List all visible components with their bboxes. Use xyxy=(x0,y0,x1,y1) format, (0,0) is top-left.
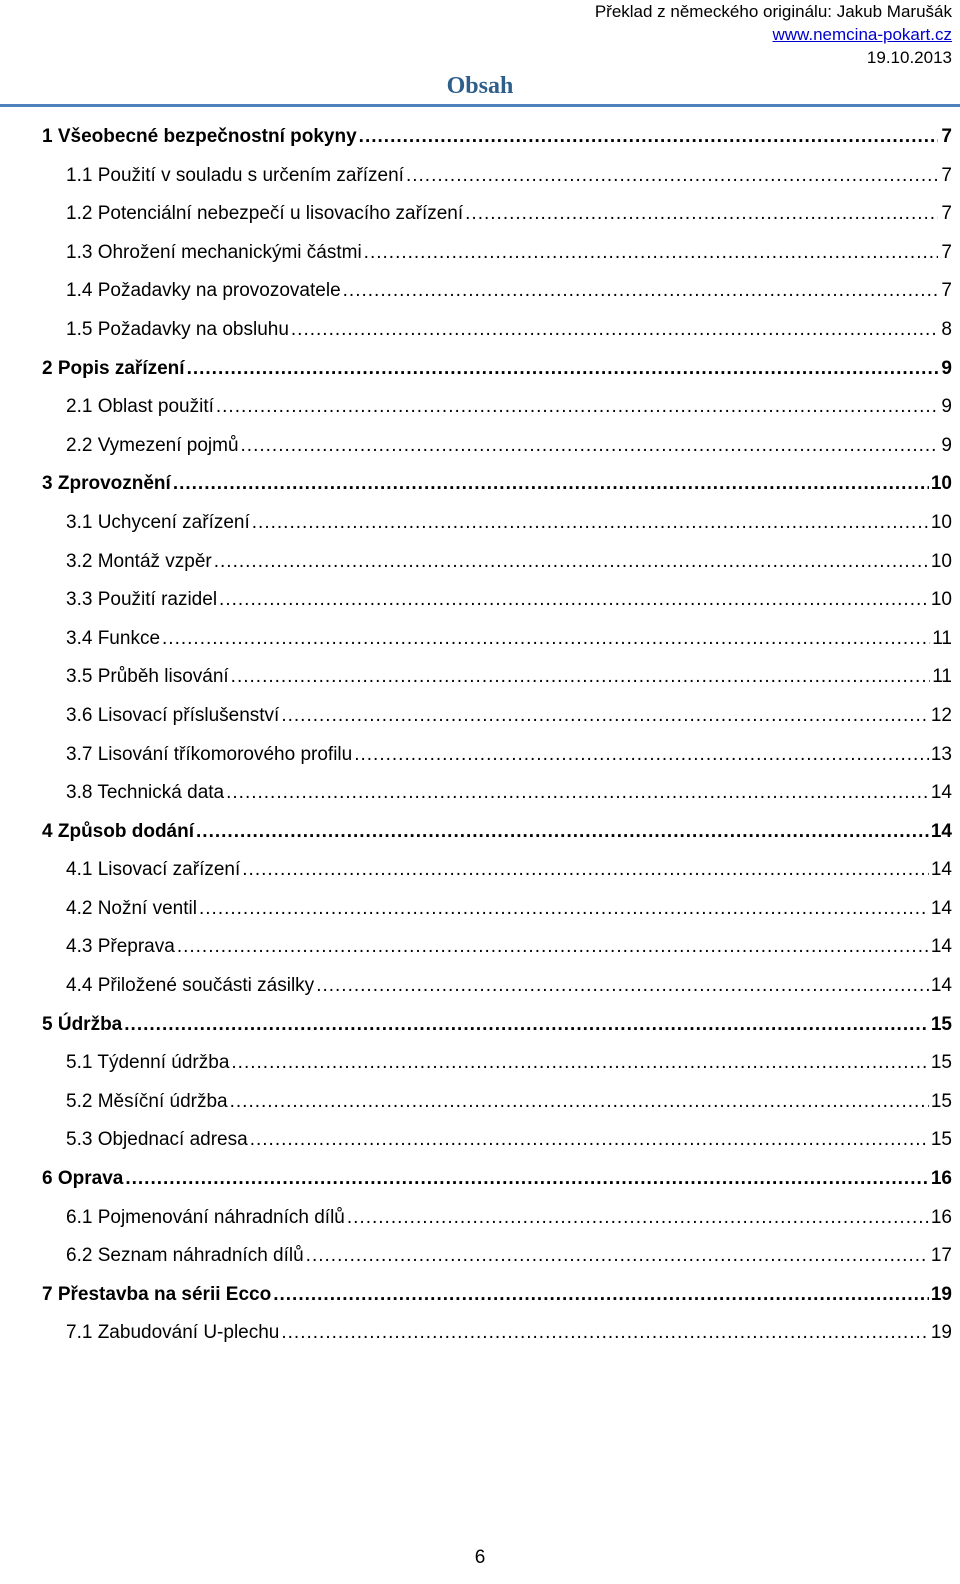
toc-entry-label xyxy=(66,195,463,234)
toc-entry-title: Montáž vzpěr xyxy=(97,550,212,572)
toc-entry-label xyxy=(66,581,217,620)
toc-entry-title: Požadavky na obsluhu xyxy=(97,318,289,340)
toc-dot-leader xyxy=(359,118,938,157)
toc-entry-number: 3.8 xyxy=(66,782,93,804)
toc-section-entry[interactable] xyxy=(42,774,952,813)
page-number: 6 xyxy=(474,1547,486,1568)
toc-entry-number: 2 xyxy=(42,357,53,379)
toc-entry-title: Zprovoznění xyxy=(57,473,171,495)
toc-dot-leader xyxy=(125,1160,929,1199)
toc-dot-leader xyxy=(273,1276,929,1315)
toc-section-entry[interactable] xyxy=(42,388,952,427)
toc-dot-leader xyxy=(177,928,929,967)
toc-entry-number: 4 xyxy=(42,820,53,842)
toc-entry-title: Přiložené součásti zásilky xyxy=(97,975,315,997)
toc-entry-title: Ohrožení mechanickými částmi xyxy=(97,241,362,263)
toc-entry-number: 5.1 xyxy=(66,1052,93,1074)
toc-dot-leader xyxy=(214,543,929,582)
toc-entry-label xyxy=(66,774,224,813)
toc-entry-label xyxy=(66,234,362,273)
toc-entry-title: Všeobecné bezpečnostní pokyny xyxy=(57,126,357,147)
toc-dot-leader xyxy=(187,350,938,389)
toc-entry-number: 3.2 xyxy=(66,550,93,572)
toc-entry-number: 2.2 xyxy=(66,434,93,456)
toc-entry-title: Uchycení zařízení xyxy=(97,511,250,533)
toc-entry-page: 9 xyxy=(941,396,952,418)
toc-entry-number: 4.2 xyxy=(66,897,93,919)
toc-title: Obsah xyxy=(446,73,514,99)
toc-entry-label xyxy=(42,350,185,389)
toc-section-entry[interactable] xyxy=(42,157,952,196)
toc-entry-title: Lisovací zařízení xyxy=(97,859,241,881)
toc-entry-page: 16 xyxy=(930,1168,952,1190)
toc-entry-label xyxy=(66,1237,304,1276)
toc-entry-page: 14 xyxy=(930,975,952,997)
toc-entry-label xyxy=(66,1083,228,1122)
toc-dot-leader xyxy=(291,311,938,350)
toc-entry-page: 15 xyxy=(930,1052,952,1074)
toc-entry-title: Seznam náhradních dílů xyxy=(97,1245,304,1267)
toc-entry-label xyxy=(42,1006,122,1045)
toc-entry-number: 4.4 xyxy=(66,975,93,997)
toc-entry-title: Údržba xyxy=(57,1013,123,1035)
toc-entry-title: Objednací adresa xyxy=(97,1129,248,1151)
toc-chapter-entry[interactable] xyxy=(42,465,952,504)
toc-entry-label xyxy=(42,1160,123,1199)
toc-dot-leader xyxy=(162,620,930,659)
toc-entry-label xyxy=(66,543,212,582)
toc-entry-title: Zabudování U-plechu xyxy=(97,1322,280,1344)
toc-dot-leader xyxy=(281,697,929,736)
toc-dot-leader xyxy=(306,1237,929,1276)
toc-entry-page: 11 xyxy=(932,627,952,649)
toc-section-entry[interactable] xyxy=(42,234,952,273)
toc-chapter-entry[interactable] xyxy=(42,813,952,852)
toc-entry-number: 1 xyxy=(42,126,53,147)
toc-entry-number: 7.1 xyxy=(66,1322,93,1344)
toc-entry-page: 13 xyxy=(930,743,952,765)
toc-section-entry[interactable] xyxy=(42,195,952,234)
toc-entry-page: 7 xyxy=(941,241,952,263)
toc-dot-leader xyxy=(241,427,938,466)
toc-entry-title: Přeprava xyxy=(97,936,175,958)
toc-entry-page: 14 xyxy=(930,936,952,958)
toc-entry-title: Přestavba na sérii Ecco xyxy=(57,1283,272,1305)
toc-entry-page: 7 xyxy=(941,164,952,186)
toc-entry-title: Vymezení pojmů xyxy=(97,434,239,456)
toc-entry-page: 7 xyxy=(941,280,952,302)
toc-section-entry[interactable] xyxy=(42,1083,952,1122)
toc-entry-page: 9 xyxy=(941,357,952,379)
toc-entry-title: Lisování tříkomorového profilu xyxy=(97,743,353,765)
toc-section-entry[interactable] xyxy=(42,620,952,659)
toc-entry-label xyxy=(66,311,289,350)
toc-dot-leader xyxy=(343,272,938,311)
toc-entry-page: 7 xyxy=(941,203,952,225)
header-date: 19.10.2013 xyxy=(866,48,952,67)
toc-entry-label xyxy=(66,736,352,775)
toc-section-entry[interactable] xyxy=(42,581,952,620)
toc-entry-number: 6.2 xyxy=(66,1245,93,1267)
toc-entry-number: 3.5 xyxy=(66,666,93,688)
toc-entry-page: 11 xyxy=(932,666,952,688)
toc-entry-page: 15 xyxy=(930,1013,952,1035)
table-of-contents xyxy=(42,118,952,1353)
website-link[interactable]: www.nemcina-pokart.cz xyxy=(772,25,952,44)
toc-section-entry[interactable] xyxy=(42,890,952,929)
toc-entry-page: 8 xyxy=(941,318,952,340)
toc-dot-leader xyxy=(281,1314,928,1353)
toc-entry-number: 3.3 xyxy=(66,589,93,611)
toc-entry-page: 17 xyxy=(930,1245,952,1267)
toc-chapter-entry[interactable] xyxy=(42,1160,952,1199)
toc-dot-leader xyxy=(347,1199,929,1238)
toc-entry-label xyxy=(42,465,171,504)
toc-entry-number: 4.1 xyxy=(66,859,93,881)
toc-dot-leader xyxy=(219,581,929,620)
toc-entry-number: 5.3 xyxy=(66,1129,93,1151)
toc-section-entry[interactable] xyxy=(42,427,952,466)
toc-entry-number: 5 xyxy=(42,1013,53,1035)
toc-dot-leader xyxy=(406,157,938,196)
toc-dot-leader xyxy=(316,967,929,1006)
toc-entry-label xyxy=(42,813,194,852)
toc-dot-leader xyxy=(216,388,938,427)
toc-entry-page: 14 xyxy=(930,897,952,919)
toc-entry-page: 14 xyxy=(930,859,952,881)
toc-entry-title: Měsíční údržba xyxy=(97,1090,228,1112)
toc-entry-number: 1.5 xyxy=(66,318,93,340)
toc-entry-number: 3 xyxy=(42,473,53,495)
toc-section-entry[interactable] xyxy=(42,1199,952,1238)
toc-section-entry[interactable] xyxy=(42,967,952,1006)
toc-entry-label xyxy=(66,851,240,890)
toc-entry-label xyxy=(66,1199,345,1238)
toc-entry-number: 1.2 xyxy=(66,203,93,225)
toc-entry-number: 6.1 xyxy=(66,1206,93,1228)
toc-entry-label xyxy=(66,620,160,659)
toc-chapter-entry[interactable] xyxy=(42,1276,952,1315)
toc-entry-title: Potenciální nebezpečí u lisovacího zařízení xyxy=(97,203,464,225)
toc-entry-label xyxy=(66,504,250,543)
toc-entry-label xyxy=(66,967,314,1006)
toc-section-entry[interactable] xyxy=(42,851,952,890)
toc-chapter-entry[interactable] xyxy=(42,1006,952,1045)
toc-dot-leader xyxy=(250,1121,929,1160)
toc-entry-title: Způsob dodání xyxy=(57,820,195,842)
toc-entry-page: 10 xyxy=(930,550,952,572)
toc-entry-title: Průběh lisování xyxy=(97,666,229,688)
toc-dot-leader xyxy=(230,1083,929,1122)
toc-entry-page: 14 xyxy=(930,820,952,842)
toc-entry-number: 3.7 xyxy=(66,743,93,765)
toc-entry-label xyxy=(66,1044,229,1083)
toc-section-entry[interactable] xyxy=(42,543,952,582)
toc-entry-label xyxy=(66,658,229,697)
toc-entry-title: Oblast použití xyxy=(97,396,214,418)
toc-dot-leader xyxy=(231,1044,928,1083)
toc-entry-label xyxy=(66,697,279,736)
toc-entry-page: 9 xyxy=(941,434,952,456)
toc-entry-number: 1.3 xyxy=(66,241,93,263)
toc-entry-page: 15 xyxy=(930,1129,952,1151)
toc-entry-title: Oprava xyxy=(57,1168,124,1190)
toc-dot-leader xyxy=(354,736,929,775)
toc-entry-title: Popis zařízení xyxy=(57,357,185,379)
toc-entry-number: 2.1 xyxy=(66,396,93,418)
toc-entry-title: Použití v souladu s určením zařízení xyxy=(97,164,404,186)
translator-line: Překlad z německého originálu: Jakub Marušák xyxy=(594,2,952,21)
toc-section-entry[interactable] xyxy=(42,1044,952,1083)
toc-entry-title: Pojmenování náhradních dílů xyxy=(97,1206,345,1228)
toc-chapter-entry[interactable] xyxy=(42,350,952,389)
toc-entry-number: 1.4 xyxy=(66,280,93,302)
toc-entry-label xyxy=(66,928,175,967)
toc-entry-label xyxy=(66,890,197,929)
toc-section-entry[interactable] xyxy=(42,272,952,311)
toc-dot-leader xyxy=(199,890,929,929)
toc-entry-title: Technická data xyxy=(97,782,225,804)
toc-entry-number: 4.3 xyxy=(66,936,93,958)
toc-entry-number: 3.6 xyxy=(66,704,93,726)
toc-entry-page: 7 xyxy=(941,126,952,147)
header-credit xyxy=(595,0,952,69)
toc-section-entry[interactable] xyxy=(42,504,952,543)
toc-entry-page: 10 xyxy=(930,589,952,611)
toc-entry-page: 12 xyxy=(930,704,952,726)
toc-section-entry[interactable] xyxy=(42,311,952,350)
toc-dot-leader xyxy=(252,504,929,543)
toc-entry-page: 19 xyxy=(930,1322,952,1344)
toc-dot-leader xyxy=(226,774,929,813)
toc-entry-number: 5.2 xyxy=(66,1090,93,1112)
toc-entry-page: 10 xyxy=(930,511,952,533)
toc-entry-title: Požadavky na provozovatele xyxy=(97,280,341,302)
toc-entry-page: 10 xyxy=(930,473,952,495)
toc-chapter-entry[interactable] xyxy=(42,118,952,157)
toc-entry-title: Nožní ventil xyxy=(97,897,197,919)
toc-entry-label xyxy=(66,157,404,196)
toc-dot-leader xyxy=(242,851,929,890)
toc-section-entry[interactable] xyxy=(42,1121,952,1160)
toc-section-entry[interactable] xyxy=(42,736,952,775)
toc-entry-page: 16 xyxy=(930,1206,952,1228)
toc-section-entry[interactable] xyxy=(42,658,952,697)
toc-entry-number: 1.1 xyxy=(66,164,93,186)
toc-entry-number: 3.4 xyxy=(66,627,93,649)
toc-entry-label xyxy=(66,388,214,427)
toc-entry-title: Použití razidel xyxy=(97,589,218,611)
toc-entry-title: Týdenní údržba xyxy=(97,1052,230,1074)
toc-section-entry[interactable] xyxy=(42,1314,952,1353)
toc-entry-label xyxy=(66,272,341,311)
toc-section-entry[interactable] xyxy=(42,1237,952,1276)
toc-entry-label xyxy=(66,1121,248,1160)
toc-section-entry[interactable] xyxy=(42,697,952,736)
toc-entry-number: 7 xyxy=(42,1283,53,1305)
toc-entry-label xyxy=(66,427,239,466)
toc-entry-number: 3.1 xyxy=(66,511,93,533)
toc-entry-label xyxy=(42,118,357,157)
toc-dot-leader xyxy=(124,1006,929,1045)
toc-dot-leader xyxy=(196,813,929,852)
toc-entry-label xyxy=(42,1276,271,1315)
toc-entry-page: 15 xyxy=(930,1090,952,1112)
toc-section-entry[interactable] xyxy=(42,928,952,967)
toc-entry-label xyxy=(66,1314,279,1353)
toc-entry-number: 6 xyxy=(42,1168,53,1190)
toc-entry-title: Lisovací příslušenství xyxy=(97,704,280,726)
toc-dot-leader xyxy=(173,465,929,504)
toc-dot-leader xyxy=(364,234,938,273)
toc-entry-page: 19 xyxy=(930,1283,952,1305)
toc-dot-leader xyxy=(465,195,938,234)
toc-entry-title: Funkce xyxy=(97,627,161,649)
heading-divider xyxy=(0,104,960,107)
toc-dot-leader xyxy=(231,658,931,697)
toc-entry-page: 14 xyxy=(930,782,952,804)
